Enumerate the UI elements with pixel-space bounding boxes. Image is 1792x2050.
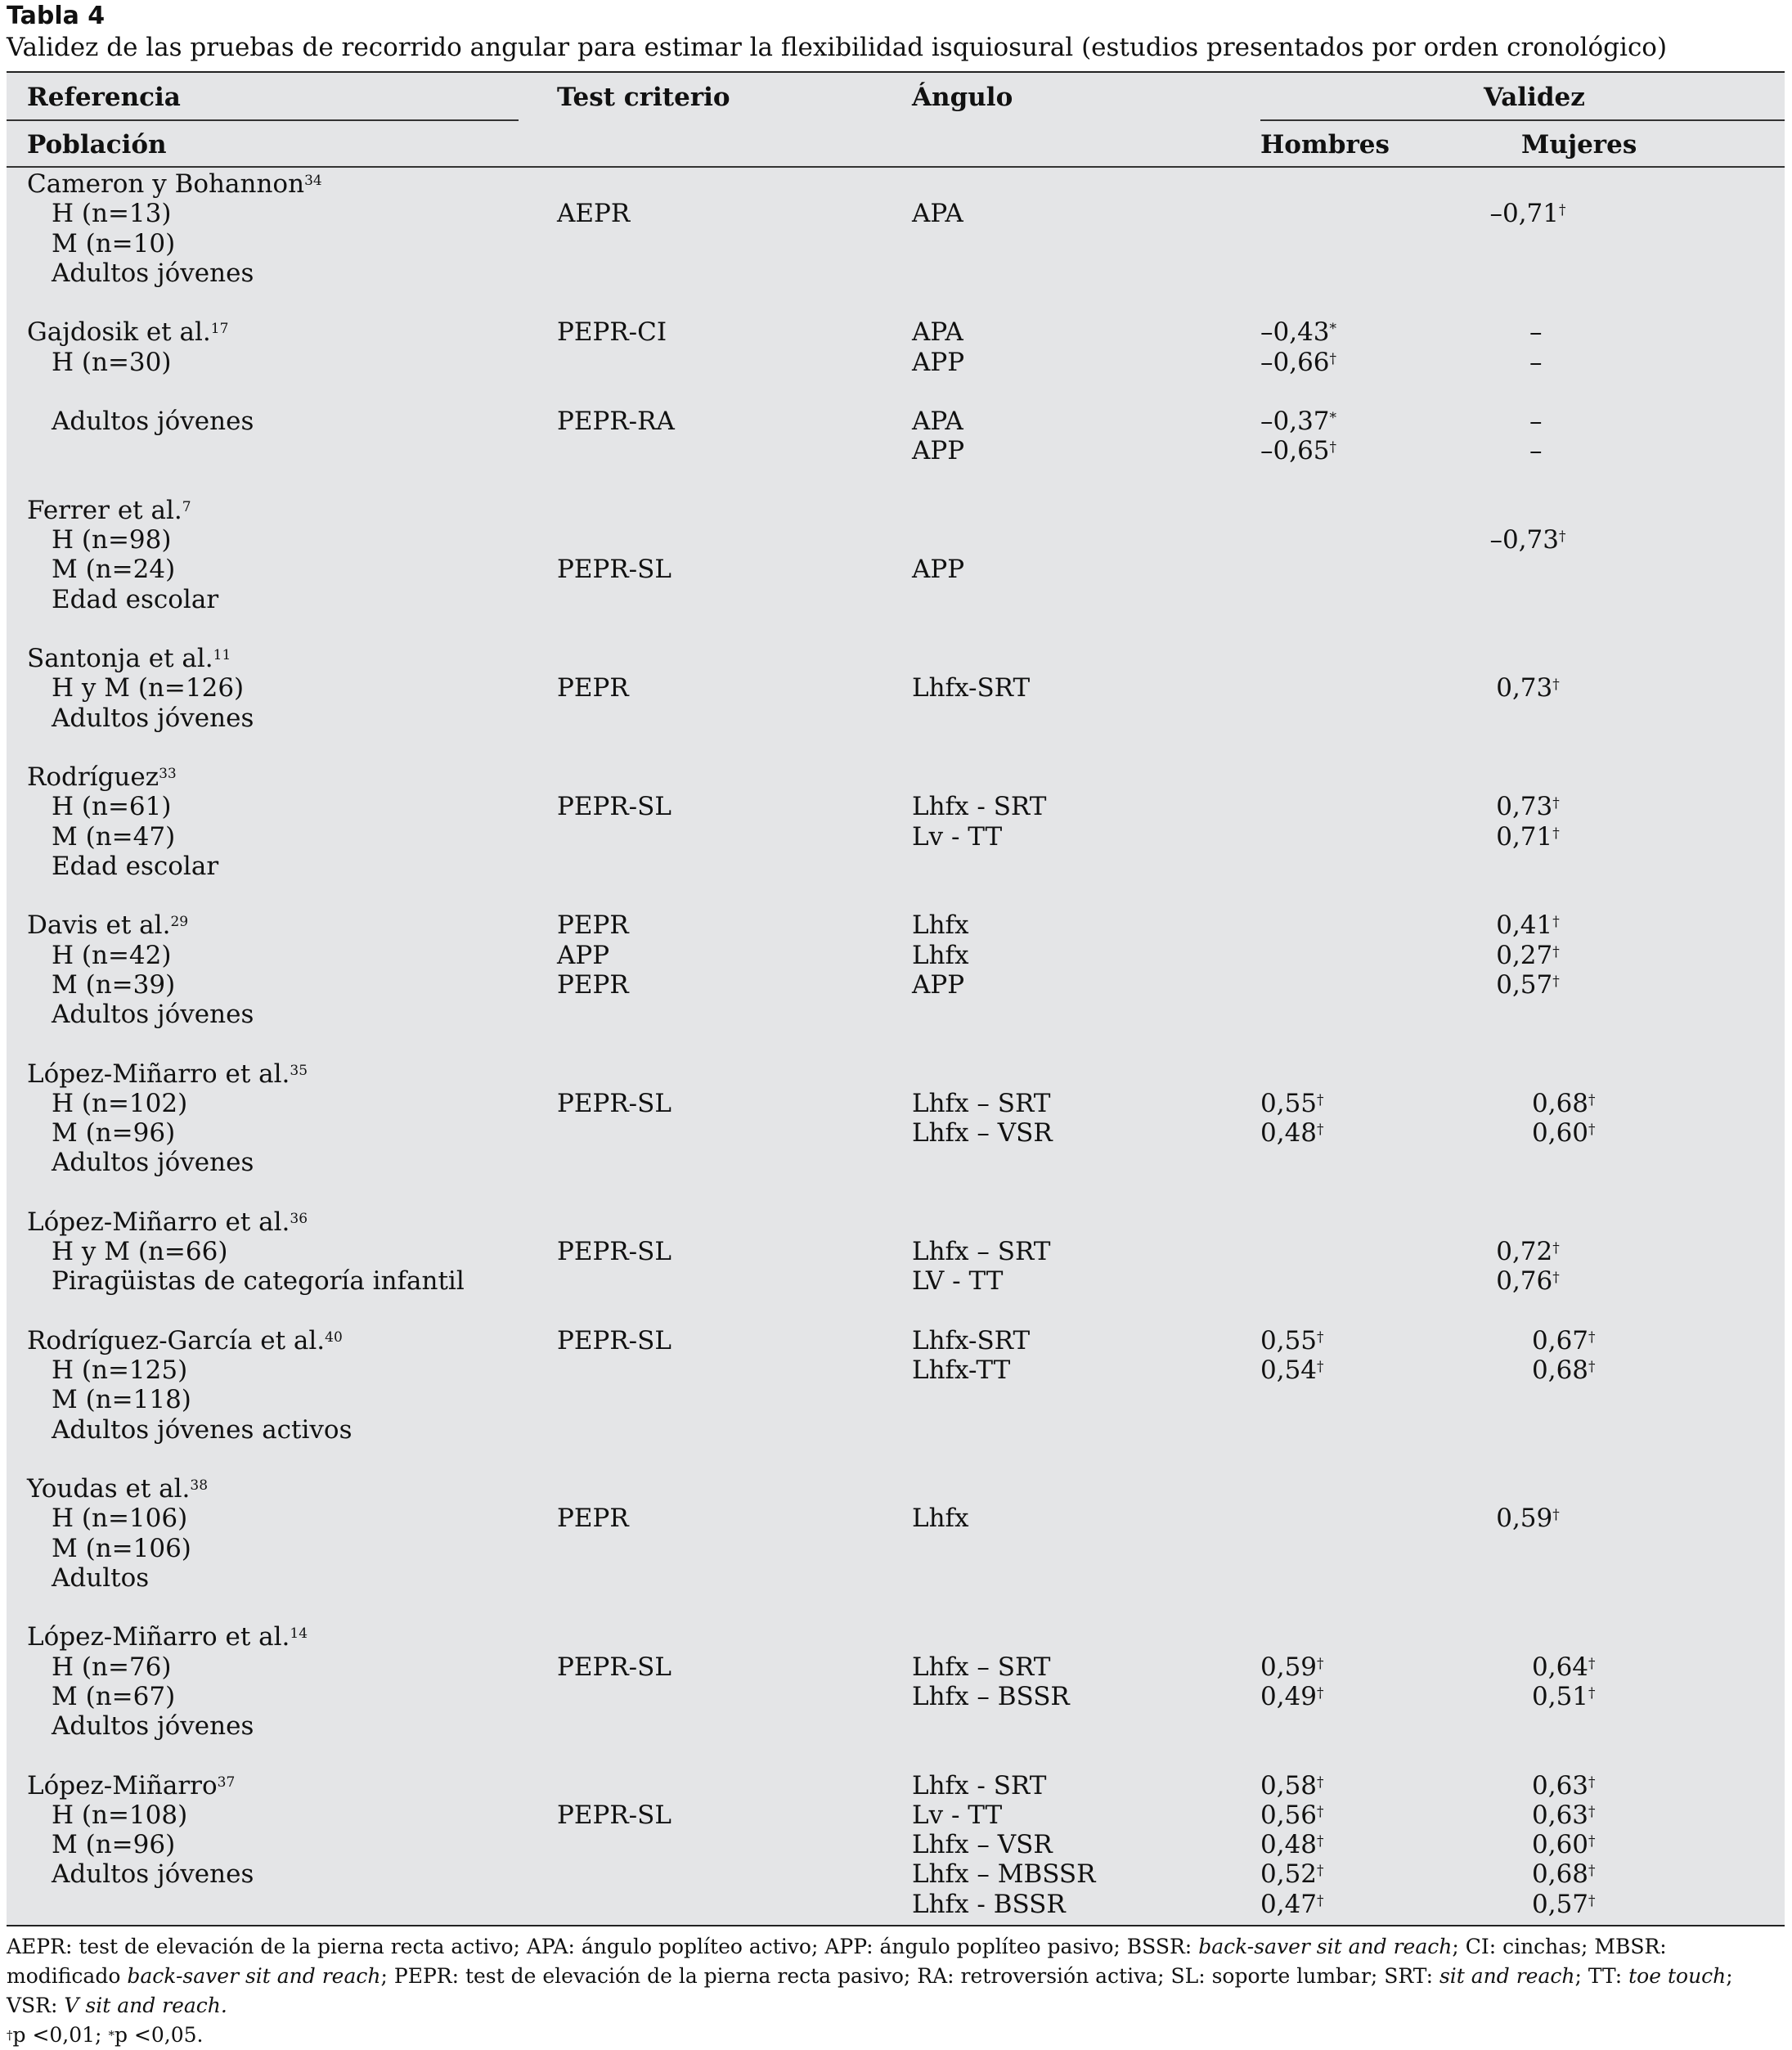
significance-mark: † — [1317, 1774, 1324, 1791]
test-criterio-cell: PEPR — [557, 969, 629, 1000]
value-text: Cameron y Bohannon — [27, 169, 305, 199]
angle-cell: Lhfx – VSR — [912, 1118, 1053, 1148]
mujeres-value — [1532, 1830, 1596, 1860]
test-criterio-cell: PEPR — [557, 673, 629, 704]
header-hombres: Hombres — [1260, 130, 1390, 160]
hombres-value — [1260, 1118, 1324, 1149]
significance-mark: † — [1329, 439, 1337, 456]
study-name — [27, 1326, 343, 1356]
footnote-part: V sit and reach. — [64, 1994, 227, 2017]
table-footnote — [7, 1932, 1785, 2050]
value-text: Youdas et al. — [27, 1474, 191, 1504]
significance-mark: 36 — [290, 1210, 308, 1227]
significance-mark: † — [1588, 1122, 1596, 1138]
value-text: – — [1529, 436, 1543, 466]
mujeres-value — [1532, 1682, 1596, 1712]
value-text: 0,49 — [1260, 1681, 1318, 1711]
significance-mark: † — [1552, 1270, 1560, 1287]
angle-cell: Lhfx – SRT — [912, 1088, 1051, 1118]
angle-cell: Lhfx — [912, 1504, 969, 1534]
hombres-value — [1260, 317, 1336, 348]
test-criterio-cell: PEPR-RA — [557, 407, 675, 436]
angle-cell: APP — [912, 347, 965, 377]
value-text: Santonja et al. — [27, 644, 213, 673]
test-criterio-cell: PEPR-SL — [557, 1088, 671, 1118]
hombres-value — [1260, 1800, 1324, 1831]
significance-mark: † — [1559, 528, 1566, 545]
study-name — [27, 317, 228, 348]
hombres-value — [1260, 1682, 1324, 1712]
study-name — [27, 1207, 308, 1238]
hombres-value — [1260, 1890, 1324, 1920]
mujeres-value — [1496, 792, 1560, 822]
significance-mark: † — [1588, 1892, 1596, 1909]
study-name — [27, 910, 188, 941]
footnote-significance — [7, 2021, 1785, 2050]
mujeres-value — [1489, 525, 1565, 555]
population-line: Adultos jóvenes — [52, 1859, 254, 1890]
significance-mark: † — [1552, 914, 1560, 931]
value-text: 0,48 — [1260, 1830, 1318, 1859]
header-referencia: Referencia — [27, 83, 181, 112]
value-text: 0,58 — [1260, 1770, 1318, 1800]
significance-mark: † — [1588, 1684, 1596, 1702]
footnote-part: back-saver sit and reach — [127, 1964, 381, 1988]
test-criterio-cell: AEPR — [557, 199, 631, 229]
angle-cell: Lhfx – BSSR — [912, 1681, 1070, 1711]
angle-cell: Lv - TT — [912, 821, 1003, 852]
population-line: M (n=118) — [52, 1385, 191, 1415]
significance-mark: † — [1588, 1833, 1596, 1850]
value-text: 0,72 — [1496, 1237, 1553, 1266]
value-text: –0,43 — [1260, 317, 1330, 348]
value-text: 0,54 — [1260, 1355, 1318, 1385]
significance-mark: 38 — [190, 1477, 209, 1494]
significance-mark: † — [1559, 202, 1566, 219]
value-text: –0,71 — [1489, 199, 1560, 229]
value-text: López-Miñarro et al. — [27, 1059, 290, 1089]
significance-mark: † — [1317, 1655, 1324, 1672]
mujeres-value — [1496, 673, 1560, 704]
test-criterio-cell: PEPR-SL — [557, 1325, 671, 1355]
significance-mark: † — [1317, 1091, 1324, 1108]
value-text: –0,73 — [1489, 525, 1560, 555]
hombres-value — [1260, 1830, 1324, 1860]
header-rule-validez — [1260, 119, 1785, 121]
value-text: 0,76 — [1496, 1266, 1553, 1297]
population-line: Adultos jóvenes activos — [52, 1414, 353, 1445]
dagger-symbol: † — [7, 2028, 13, 2043]
population-line: H (n=125) — [52, 1355, 188, 1385]
significance-mark: 7 — [182, 498, 191, 515]
population-line: M (n=24) — [52, 555, 176, 585]
footnote-part: ; VSR: — [7, 1964, 1733, 2017]
value-text: Rodríguez — [27, 762, 159, 792]
significance-mark: † — [1552, 1507, 1560, 1524]
footnote-part: sit and reach — [1439, 1964, 1575, 1988]
value-text: Ferrer et al. — [27, 495, 182, 525]
population-line: H y M (n=126) — [52, 673, 245, 704]
footnote-part: ; CI: cinchas; MBSR: modificado — [7, 1935, 1667, 1988]
population-line: Adultos — [52, 1562, 150, 1593]
population-line: H (n=102) — [52, 1088, 188, 1118]
value-text: 0,57 — [1532, 1889, 1589, 1919]
population-line: Adultos jóvenes — [52, 1711, 254, 1741]
population-line: M (n=67) — [52, 1681, 176, 1711]
mujeres-value — [1532, 1771, 1596, 1801]
footnote-part: AEPR: test de elevación de la pierna recta activo; APA: ángulo poplíteo activo; APP: ángulo poplíteo pasivo; BSSR: — [7, 1935, 1199, 1958]
mujeres-value — [1529, 407, 1543, 437]
study-name — [27, 1059, 308, 1090]
angle-cell: Lhfx-SRT — [912, 673, 1031, 704]
header-rule-bottom — [7, 166, 1785, 168]
population-line: H (n=106) — [52, 1504, 188, 1534]
value-text: Rodríguez-García et al. — [27, 1325, 326, 1355]
population-line: Edad escolar — [52, 851, 219, 881]
test-criterio-cell: PEPR-SL — [557, 1800, 671, 1830]
population-line: H (n=13) — [52, 199, 172, 229]
population-line: H (n=30) — [52, 347, 172, 377]
population-line: H (n=42) — [52, 940, 172, 970]
hombres-value — [1260, 1355, 1324, 1386]
significance-mark: † — [1317, 1863, 1324, 1880]
test-criterio-cell: PEPR-SL — [557, 1652, 671, 1682]
significance-mark: 37 — [217, 1774, 236, 1791]
hombres-value — [1260, 1326, 1324, 1356]
star-symbol: * — [108, 2028, 115, 2043]
hombres-value — [1260, 436, 1336, 466]
significance-mark: * — [1329, 321, 1337, 338]
value-text: 0,67 — [1532, 1325, 1589, 1355]
angle-cell: Lhfx - SRT — [912, 792, 1047, 822]
population-line: Adultos jóvenes — [52, 258, 254, 288]
sig-text-2: p <0,05. — [114, 2023, 204, 2047]
value-text: –0,65 — [1260, 436, 1330, 466]
mujeres-value — [1489, 199, 1565, 229]
population-line: M (n=47) — [52, 821, 176, 852]
value-text: 0,73 — [1496, 673, 1553, 704]
mujeres-value — [1532, 1890, 1596, 1920]
mujeres-value — [1532, 1859, 1596, 1890]
population-line: H (n=61) — [52, 792, 172, 822]
significance-mark: † — [1588, 1655, 1596, 1672]
value-text: 0,68 — [1532, 1859, 1589, 1890]
mujeres-value — [1529, 317, 1543, 348]
value-text: 0,71 — [1496, 821, 1553, 852]
header-poblacion: Población — [27, 130, 167, 160]
angle-cell: APA — [912, 199, 963, 229]
value-text: López-Miñarro et al. — [27, 1622, 290, 1652]
hombres-value — [1260, 1771, 1324, 1801]
significance-mark: † — [1317, 1122, 1324, 1138]
population-line: M (n=106) — [52, 1533, 191, 1563]
significance-mark: † — [1317, 1359, 1324, 1375]
significance-mark: 14 — [290, 1625, 308, 1643]
header-mujeres: Mujeres — [1521, 130, 1637, 160]
study-name — [27, 1622, 308, 1652]
significance-mark: † — [1317, 1803, 1324, 1820]
value-text: – — [1529, 317, 1543, 348]
value-text: 0,63 — [1532, 1800, 1589, 1830]
header-validez: Validez — [1484, 83, 1585, 112]
significance-mark: † — [1588, 1359, 1596, 1375]
angle-cell: Lv - TT — [912, 1800, 1003, 1830]
significance-mark: † — [1552, 943, 1560, 960]
mujeres-value — [1496, 1266, 1560, 1297]
angle-cell: Lhfx — [912, 910, 969, 941]
significance-mark: † — [1317, 1833, 1324, 1850]
significance-mark: † — [1588, 1774, 1596, 1791]
hombres-value — [1260, 348, 1336, 378]
value-text: Gajdosik et al. — [27, 317, 211, 348]
significance-mark: † — [1317, 1892, 1324, 1909]
population-line: H (n=76) — [52, 1652, 172, 1682]
population-line: H (n=98) — [52, 525, 172, 555]
mujeres-value — [1496, 1237, 1560, 1267]
significance-mark: † — [1552, 825, 1560, 842]
significance-mark: * — [1329, 410, 1337, 426]
sig-text-1: p <0,01; — [12, 2023, 109, 2047]
footnote-part: ; TT: — [1574, 1964, 1629, 1988]
value-text: 0,68 — [1532, 1355, 1589, 1385]
study-name — [27, 762, 177, 793]
population-line: M (n=39) — [52, 969, 176, 1000]
significance-mark: † — [1552, 973, 1560, 990]
table-label: Tabla 4 — [7, 2, 106, 30]
population-line: Adultos jóvenes — [52, 1000, 254, 1029]
mujeres-value — [1532, 1326, 1596, 1356]
angle-cell: APA — [912, 407, 963, 436]
mujeres-value — [1532, 1652, 1596, 1683]
mujeres-value — [1496, 970, 1560, 1000]
test-criterio-cell: PEPR-SL — [557, 1237, 671, 1266]
value-text: Davis et al. — [27, 910, 171, 941]
hombres-value — [1260, 1652, 1324, 1683]
value-text: 0,60 — [1532, 1118, 1589, 1148]
value-text: 0,68 — [1532, 1088, 1589, 1118]
mujeres-value — [1496, 1504, 1560, 1534]
study-name — [27, 1474, 208, 1504]
significance-mark: 29 — [170, 914, 189, 931]
mujeres-value — [1496, 941, 1560, 971]
value-text: 0,63 — [1532, 1770, 1589, 1800]
mujeres-value — [1529, 348, 1543, 378]
hombres-value — [1260, 1089, 1324, 1119]
angle-cell: Lhfx – VSR — [912, 1830, 1053, 1859]
test-criterio-cell: PEPR-SL — [557, 792, 671, 822]
value-text: 0,27 — [1496, 940, 1553, 970]
angle-cell: Lhfx — [912, 940, 969, 970]
population-line: M (n=96) — [52, 1118, 176, 1148]
angle-cell: Lhfx – SRT — [912, 1237, 1051, 1266]
significance-mark: † — [1317, 1328, 1324, 1346]
population-line: Adultos jóvenes — [52, 703, 254, 733]
population-line: Adultos jóvenes — [52, 1148, 254, 1178]
value-text: 0,48 — [1260, 1118, 1318, 1148]
angle-cell: APP — [912, 436, 965, 466]
value-text: 0,60 — [1532, 1830, 1589, 1859]
value-text: 0,55 — [1260, 1325, 1318, 1355]
header-rule-referencia — [7, 119, 519, 121]
value-text: 0,59 — [1496, 1504, 1553, 1534]
test-criterio-cell: PEPR — [557, 1504, 629, 1534]
significance-mark: 11 — [213, 647, 231, 663]
angle-cell: Lhfx-TT — [912, 1355, 1011, 1385]
significance-mark: 40 — [325, 1328, 343, 1346]
significance-mark: 34 — [304, 173, 322, 189]
significance-mark: 35 — [290, 1062, 308, 1079]
significance-mark: † — [1552, 795, 1560, 812]
mujeres-value — [1532, 1118, 1596, 1149]
study-name — [27, 496, 191, 526]
header-angulo: Ángulo — [912, 83, 1013, 112]
test-criterio-cell: APP — [557, 940, 610, 970]
value-text: 0,64 — [1532, 1652, 1589, 1682]
value-text: 0,41 — [1496, 910, 1553, 941]
angle-cell: Lhfx - BSSR — [912, 1889, 1066, 1919]
angle-cell: Lhfx-SRT — [912, 1325, 1031, 1355]
value-text: –0,66 — [1260, 347, 1330, 377]
angle-cell: APP — [912, 555, 965, 585]
study-name — [27, 169, 322, 200]
mujeres-value — [1532, 1355, 1596, 1386]
population-line: M (n=10) — [52, 228, 176, 258]
value-text: López-Miñarro et al. — [27, 1207, 290, 1237]
population-line: Piragüistas de categoría infantil — [52, 1266, 465, 1297]
footnote-part: toe touch — [1628, 1964, 1727, 1988]
value-text: 0,56 — [1260, 1800, 1318, 1830]
angle-cell: Lhfx - SRT — [912, 1770, 1047, 1800]
value-text: – — [1529, 407, 1543, 436]
value-text: 0,59 — [1260, 1652, 1318, 1682]
study-name — [27, 1771, 235, 1801]
significance-mark: † — [1329, 350, 1337, 367]
test-criterio-cell: PEPR-SL — [557, 555, 671, 585]
population-line: Edad escolar — [52, 584, 219, 614]
data-table — [7, 71, 1785, 1926]
value-text: 0,52 — [1260, 1859, 1318, 1890]
hombres-value — [1260, 407, 1336, 437]
value-text: López-Miñarro — [27, 1770, 218, 1800]
angle-cell: APP — [912, 969, 965, 1000]
angle-cell: LV - TT — [912, 1266, 1004, 1297]
significance-mark: † — [1588, 1328, 1596, 1346]
study-name — [27, 644, 231, 674]
value-text: 0,73 — [1496, 792, 1553, 822]
mujeres-value — [1532, 1800, 1596, 1831]
significance-mark: † — [1588, 1863, 1596, 1880]
population-line: H y M (n=66) — [52, 1237, 228, 1266]
test-criterio-cell: PEPR — [557, 910, 629, 941]
angle-cell: Lhfx – SRT — [912, 1652, 1051, 1682]
significance-mark: 17 — [210, 321, 229, 338]
angle-cell: Lhfx – MBSSR — [912, 1859, 1096, 1890]
significance-mark: † — [1552, 677, 1560, 694]
value-text: 0,55 — [1260, 1088, 1318, 1118]
mujeres-value — [1496, 910, 1560, 941]
footnote-part: ; PEPR: test de elevación de la pierna recta pasivo; RA: retroversión activa; SL: soporte lumbar; SRT: — [380, 1964, 1439, 1988]
significance-mark: † — [1317, 1684, 1324, 1702]
mujeres-value — [1532, 1089, 1596, 1119]
value-text: 0,47 — [1260, 1889, 1318, 1919]
mujeres-value — [1529, 436, 1543, 466]
table-caption: Validez de las pruebas de recorrido angular para estimar la flexibilidad isquiosural (estudios presentados por orden cronológico) — [7, 33, 1668, 62]
footnote-part: back-saver sit and reach — [1198, 1935, 1453, 1958]
hombres-value — [1260, 1859, 1324, 1890]
mujeres-value — [1496, 822, 1560, 852]
population-line: H (n=108) — [52, 1800, 188, 1830]
significance-mark: † — [1552, 1240, 1560, 1257]
header-test-criterio: Test criterio — [557, 83, 730, 112]
significance-mark: 33 — [159, 766, 177, 782]
significance-mark: † — [1588, 1803, 1596, 1820]
value-text: 0,51 — [1532, 1681, 1589, 1711]
test-criterio-cell: PEPR-CI — [557, 317, 667, 348]
footnote-abbreviations — [7, 1932, 1785, 2021]
angle-cell: APA — [912, 317, 963, 348]
value-text: –0,37 — [1260, 407, 1330, 436]
population-line: Adultos jóvenes — [52, 407, 254, 436]
value-text: – — [1529, 347, 1543, 377]
significance-mark: † — [1588, 1091, 1596, 1108]
population-line: M (n=96) — [52, 1830, 176, 1859]
value-text: 0,57 — [1496, 969, 1553, 1000]
